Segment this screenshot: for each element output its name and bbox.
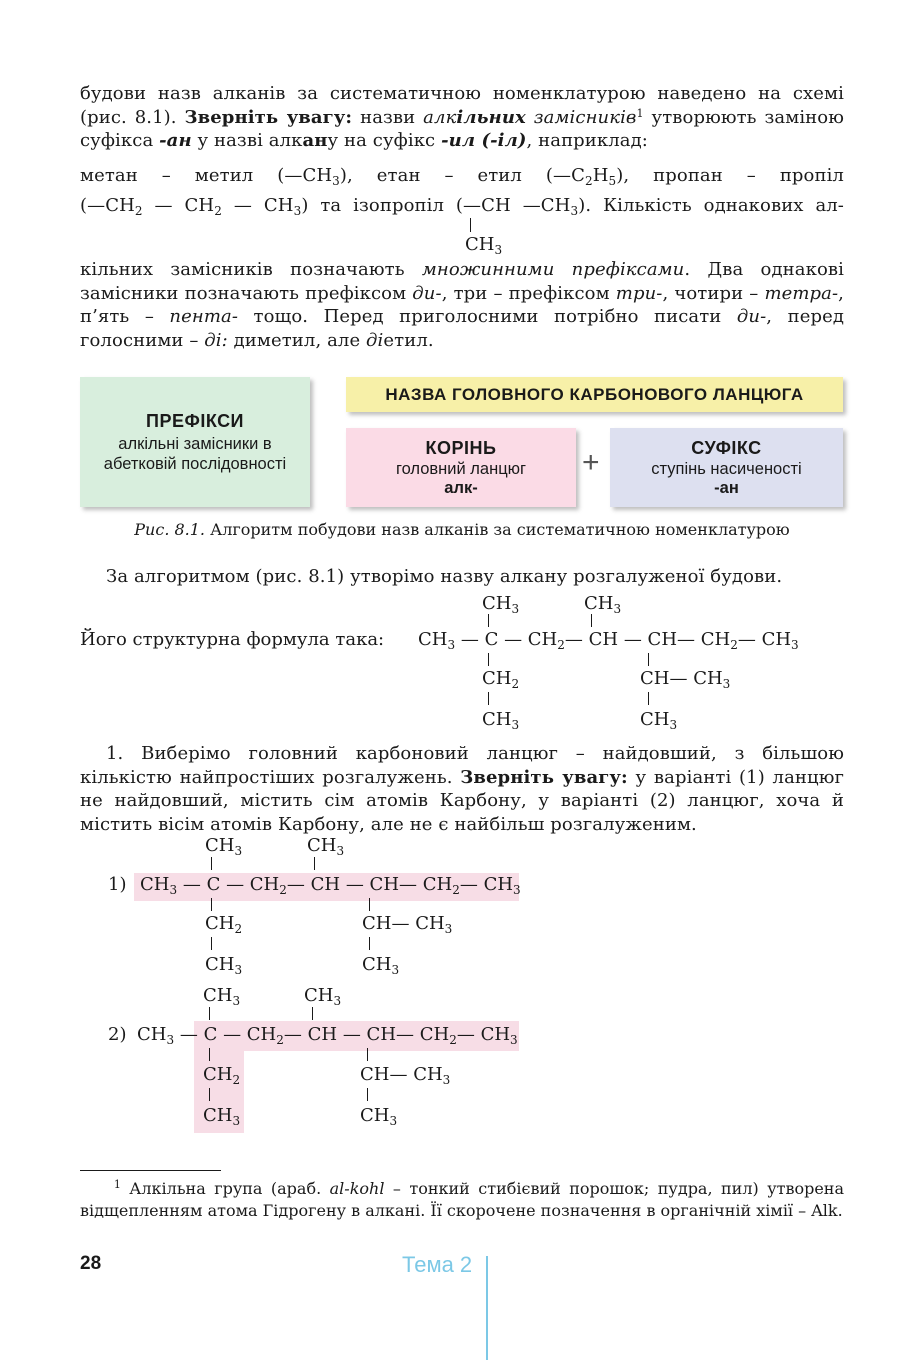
examples-line-1: метан – метил $(—CH_3)$, етан – етил $(—C_2H_5)$, пропан – пропіл (80, 165, 844, 188)
prefixes-title: ПРЕФІКСИ (146, 410, 244, 431)
page-number: 28 (80, 1253, 102, 1274)
isopropyl-bond (470, 218, 471, 232)
suffix-value: -ан (714, 478, 739, 497)
footnote: $^1$ Алкільна група (араб. al-kohl – тонкий стибієвий порошок; пудра, пил) утворена відщепленням атома Гідрогену в алкані. Її скорочене позначення в органічній хімії – Alk. (80, 1178, 845, 1220)
formula-intro: Його структурна формула така: (80, 629, 385, 650)
root-text: головний ланцюг (395, 459, 527, 478)
root-title: КОРІНЬ (425, 437, 497, 458)
suffix-text: ступінь насиченості (651, 459, 802, 478)
prefixes-box (80, 377, 310, 507)
suffix-box (610, 428, 843, 507)
isopropyl-branch: $CH_3$ (465, 234, 503, 257)
main-chain-title-box (346, 377, 843, 412)
footnote-reference: 1 (636, 106, 644, 120)
paragraph-prefixes: кільних замісників позначають множинними префіксами. Два однакові замісники позначають префіксом ди-, три – префіксом три-, чотири – тетра-, п’ять – пента- тощо. Перед приголосними потрібно писати ди-, перед голосними – ді: диметил, але діетил. (80, 259, 845, 351)
topic-label: Тема 2 (402, 1252, 473, 1277)
examples-line-2: ($—CH_2$ — $CH_2$ — $CH_3$) та ізопропіл (—CH $—CH_3$). Кількість однакових ал- (80, 195, 844, 218)
root-value: алк- (444, 478, 478, 497)
prefixes-text: алкільні замісники в абетковій послідовності (103, 434, 287, 473)
plus-sign: + (582, 446, 600, 479)
figure-caption: Рис. 8.1. Алгоритм побудови назв алканів за систематичною номенклатурою (134, 520, 790, 539)
footnote-divider (80, 1170, 221, 1171)
suffix-title: СУФІКС (691, 437, 762, 458)
footer-divider (486, 1256, 488, 1360)
paragraph-example: За алгоритмом (рис. 8.1) утворімо назву алкану розгалуженої будови. (106, 566, 783, 587)
root-box (346, 428, 576, 507)
paragraph-intro: будови назв алканів за систематичною номенклатурою наведено на схемі (рис. 8.1). Зверніть увагу: назви алкільних замісників$^1$ утворюють заміною суфікса -ан у назві алкану на суфікс -ил (-іл), наприклад: (80, 83, 844, 151)
step-1: 1. Виберімо головний карбоновий ланцюг – найдовший, з більшою кількістю найпростіших розгалужень. Зверніть увагу: у варіанті (1) ланцюг не найдовший, містить сім атомів Карбону, у варіанті (2) ланцюг, хоча й містить вісім атомів Карбону, але не є найбільш розгалуженим. (80, 743, 845, 835)
variant-2-label: 2) (108, 1024, 127, 1045)
variant-1-label: 1) (108, 874, 127, 895)
main-chain-title: НАЗВА ГОЛОВНОГО КАРБОНОВОГО ЛАНЦЮГА (385, 384, 804, 404)
